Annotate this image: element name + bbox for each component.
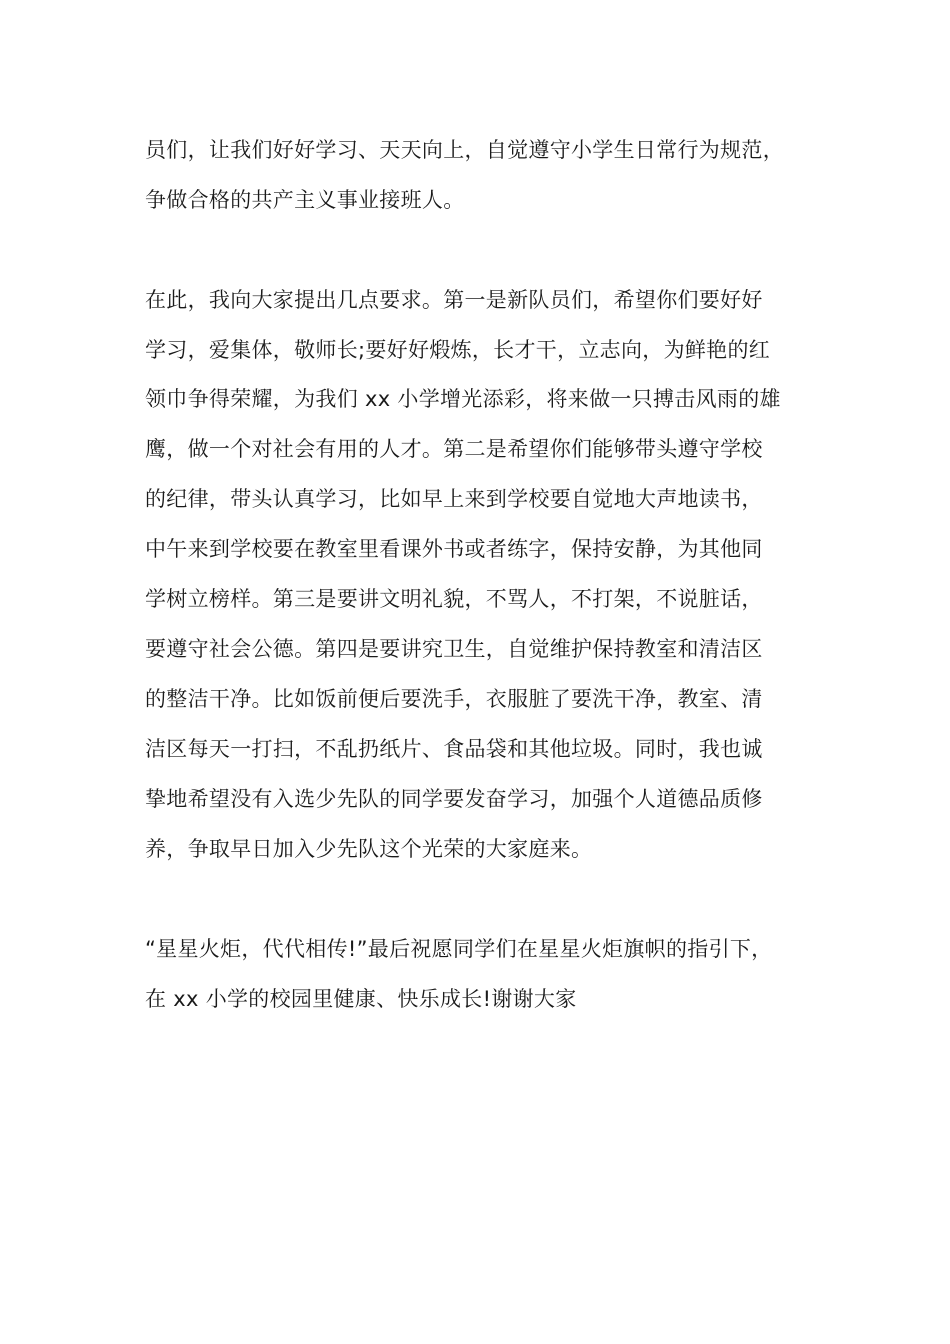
- text-line: 挚地希望没有入选少先队的同学要发奋学习，加强个人道德品质修: [145, 787, 763, 811]
- text-line: 争做合格的共产主义事业接班人。: [145, 188, 465, 212]
- text-line: 中午来到学校要在教室里看课外书或者练字，保持安静，为其他同: [145, 537, 763, 561]
- text-line: 领巾争得荣耀，为我们 xx 小学增光添彩，将来做一只搏击风雨的雄: [145, 387, 781, 411]
- text-line: 学习，爱集体，敬师长;要好好煅炼，长才干，立志向，为鲜艳的红: [145, 338, 771, 362]
- text-line: 要遵守社会公德。第四是要讲究卫生，自觉维护保持教室和清洁区: [145, 637, 763, 661]
- text-line: 养，争取早日加入少先队这个光荣的大家庭来。: [145, 837, 593, 861]
- text-line: 学树立榜样。第三是要讲文明礼貌，不骂人，不打架，不说脏话，: [145, 587, 763, 611]
- text-line: “星星火炬，代代相传!”最后祝愿同学们在星星火炬旗帜的指引下，: [145, 937, 773, 961]
- text-line: 在此，我向大家提出几点要求。第一是新队员们，希望你们要好好: [145, 288, 763, 312]
- text-line: 洁区每天一打扫，不乱扔纸片、食品袋和其他垃圾。同时，我也诚: [145, 737, 763, 761]
- text-line: 员们，让我们好好学习、天天向上，自觉遵守小学生日常行为规范，: [145, 138, 784, 162]
- text-line: 的整洁干净。比如饭前便后要洗手，衣服脏了要洗干净，教室、清: [145, 687, 763, 711]
- text-line: 的纪律，带头认真学习，比如早上来到学校要自觉地大声地读书，: [145, 487, 763, 511]
- text-line: 在 xx 小学的校园里健康、快乐成长!谢谢大家: [145, 987, 577, 1011]
- text-line: 鹰，做一个对社会有用的人才。第二是希望你们能够带头遵守学校: [145, 437, 763, 461]
